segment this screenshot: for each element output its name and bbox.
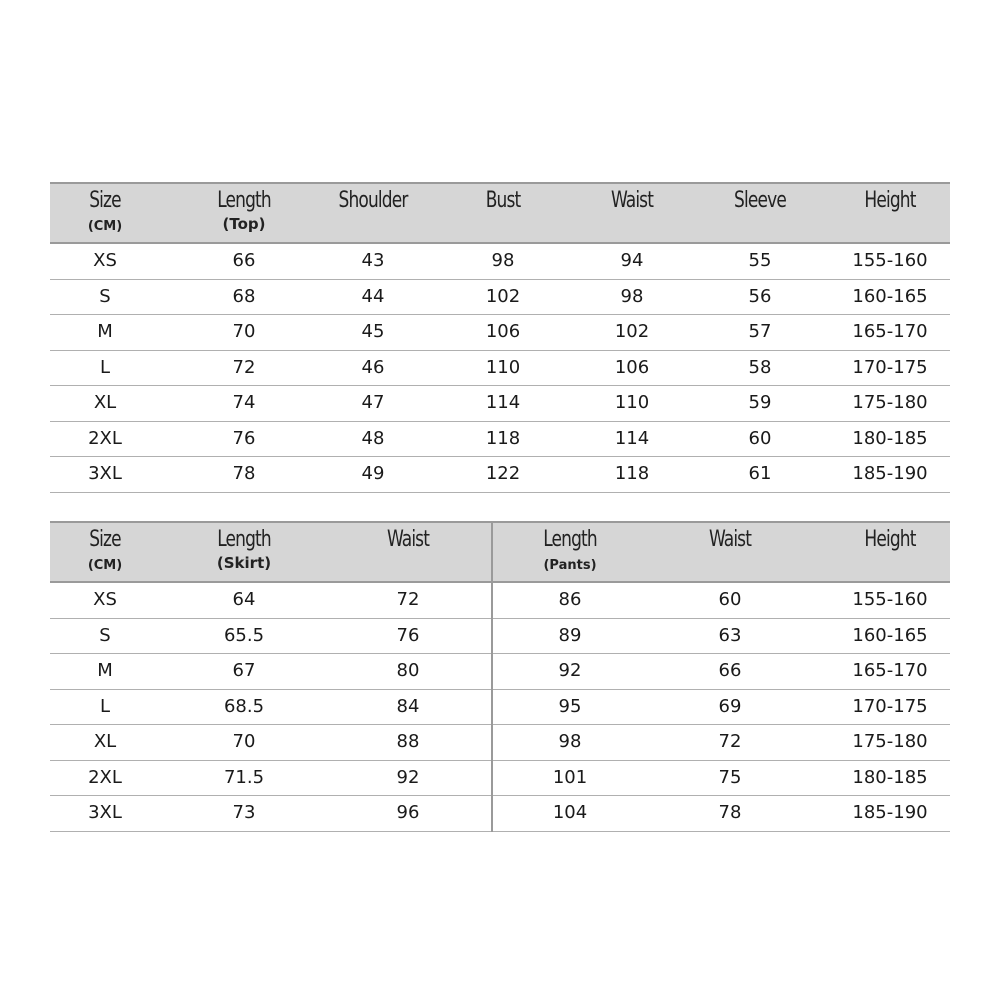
table-cell: 110: [485, 356, 521, 378]
table-row: [50, 654, 950, 690]
bottom-size-table: [50, 521, 950, 832]
table-cell: 46: [361, 356, 385, 378]
table-cell: 185-190: [852, 463, 928, 484]
table-row: [50, 457, 950, 493]
table-cell: 57: [748, 321, 772, 342]
header-cell-waist: [562, 184, 702, 242]
table-cell: 185-190: [852, 802, 928, 823]
table-cell: 102: [485, 285, 521, 307]
header-label: Waist: [708, 527, 752, 552]
table-cell: 68: [232, 285, 256, 307]
table-cell: 56: [748, 285, 772, 307]
header-label: Size: [89, 188, 121, 213]
table-cell: 80: [396, 660, 420, 681]
table-cell: 95: [558, 695, 582, 717]
table-cell: 58: [748, 356, 772, 378]
header-cell-length-top: [174, 184, 314, 242]
table-cell: 66: [232, 250, 256, 271]
table-body: [50, 244, 950, 493]
table-cell: 170-175: [852, 695, 928, 717]
header-sublabel: (CM): [87, 219, 123, 234]
size-cell: 2XL: [88, 766, 122, 788]
table-row: [50, 315, 950, 351]
size-cell: XS: [93, 250, 117, 271]
table-row: [50, 386, 950, 422]
table-cell: 65.5: [223, 624, 265, 646]
table-cell: 69: [718, 695, 742, 717]
size-cell: 3XL: [88, 802, 122, 823]
table-cell: 72: [396, 589, 420, 610]
table-cell: 101: [552, 766, 588, 788]
size-cell: L: [99, 356, 111, 378]
size-cell: M: [97, 660, 113, 681]
header-cell-waist-skirt: [338, 523, 478, 581]
header-cell-length-pants: [500, 523, 640, 581]
table-cell: 89: [558, 624, 582, 646]
table-cell: 66: [718, 660, 742, 681]
header-cell-waist-pants: [660, 523, 800, 581]
header-label: Sleeve: [734, 188, 786, 213]
table-cell: 175-180: [852, 731, 928, 752]
table-cell: 43: [361, 250, 385, 271]
table-cell: 118: [614, 463, 650, 484]
size-cell: XL: [93, 392, 117, 413]
table-cell: 73: [232, 802, 256, 823]
table-cell: 175-180: [852, 392, 928, 413]
header-sublabel: (Top): [222, 215, 266, 233]
table-header: [50, 182, 950, 244]
table-cell: 88: [396, 731, 420, 752]
header-label: Height: [864, 188, 916, 213]
table-cell: 114: [485, 392, 521, 413]
table-cell: 64: [232, 589, 256, 610]
table-cell: 74: [232, 392, 256, 413]
column-divider: [491, 521, 493, 832]
header-cell-size: [50, 184, 160, 242]
table-cell: 78: [718, 802, 742, 823]
table-cell: 114: [614, 427, 650, 449]
header-sublabel: (CM): [87, 558, 123, 573]
table-cell: 84: [396, 695, 420, 717]
table-row: [50, 619, 950, 655]
header-label: Size: [89, 527, 121, 552]
table-cell: 72: [232, 356, 256, 378]
size-cell: S: [99, 285, 111, 307]
table-cell: 98: [620, 285, 644, 307]
header-label: Shoulder: [338, 188, 408, 213]
table-cell: 155-160: [852, 250, 928, 271]
table-cell: 55: [748, 250, 772, 271]
table-cell: 86: [558, 589, 582, 610]
header-label: Height: [864, 527, 916, 552]
table-cell: 98: [558, 731, 582, 752]
header-label: Length: [217, 527, 271, 552]
table-cell: 160-165: [852, 624, 928, 646]
table-row: [50, 280, 950, 316]
table-cell: 70: [232, 731, 256, 752]
table-cell: 122: [485, 463, 521, 484]
table-cell: 92: [558, 660, 582, 681]
table-cell: 78: [232, 463, 256, 484]
table-cell: 68.5: [223, 695, 265, 717]
table-row: [50, 351, 950, 387]
table-cell: 106: [485, 321, 521, 342]
table-cell: 71.5: [223, 766, 265, 788]
size-cell: 3XL: [88, 463, 122, 484]
table-cell: 170-175: [852, 356, 928, 378]
table-cell: 165-170: [852, 660, 928, 681]
size-cell: XL: [93, 731, 117, 752]
header-label: Length: [543, 527, 597, 552]
table-row: [50, 422, 950, 458]
table-cell: 72: [718, 731, 742, 752]
table-cell: 165-170: [852, 321, 928, 342]
table-cell: 180-185: [852, 766, 928, 788]
table-cell: 102: [614, 321, 650, 342]
table-cell: 98: [491, 250, 515, 271]
table-cell: 92: [396, 766, 420, 788]
table-cell: 104: [552, 802, 588, 823]
table-cell: 61: [748, 463, 772, 484]
table-cell: 67: [232, 660, 256, 681]
header-cell-sleeve: [690, 184, 830, 242]
header-label: Length: [217, 188, 271, 213]
top-size-table: [50, 182, 950, 493]
header-sublabel: (Pants): [543, 558, 597, 573]
table-cell: 63: [718, 624, 742, 646]
table-cell: 110: [614, 392, 650, 413]
table-cell: 155-160: [852, 589, 928, 610]
table-cell: 96: [396, 802, 420, 823]
header-cell-size: [50, 523, 160, 581]
header-label: Waist: [386, 527, 430, 552]
table-row: [50, 244, 950, 280]
header-label: Bust: [485, 188, 521, 213]
header-sublabel: (Skirt): [216, 554, 272, 572]
table-cell: 47: [361, 392, 385, 413]
table-row: [50, 725, 950, 761]
size-cell: XS: [93, 589, 117, 610]
table-cell: 48: [361, 427, 385, 449]
header-cell-length-skirt: [174, 523, 314, 581]
size-cell: S: [99, 624, 111, 646]
table-cell: 180-185: [852, 427, 928, 449]
table-row: [50, 583, 950, 619]
header-label: Waist: [610, 188, 654, 213]
size-cell: 2XL: [88, 427, 122, 449]
table-row: [50, 796, 950, 832]
size-cell: L: [99, 695, 111, 717]
table-cell: 106: [614, 356, 650, 378]
table-cell: 60: [718, 589, 742, 610]
table-cell: 76: [232, 427, 256, 449]
table-cell: 75: [718, 766, 742, 788]
table-row: [50, 761, 950, 797]
table-header: [50, 521, 950, 583]
table-cell: 49: [361, 463, 385, 484]
table-cell: 70: [232, 321, 256, 342]
table-cell: 59: [748, 392, 772, 413]
table-cell: 44: [361, 285, 385, 307]
table-cell: 60: [748, 427, 772, 449]
table-body: [50, 583, 950, 832]
table-cell: 76: [396, 624, 420, 646]
header-cell-height: [820, 184, 960, 242]
size-cell: M: [97, 321, 113, 342]
header-cell-bust: [433, 184, 573, 242]
header-cell-height: [820, 523, 960, 581]
header-cell-shoulder: [303, 184, 443, 242]
table-cell: 94: [620, 250, 644, 271]
table-row: [50, 690, 950, 726]
table-cell: 118: [485, 427, 521, 449]
table-cell: 160-165: [852, 285, 928, 307]
table-cell: 45: [361, 321, 385, 342]
